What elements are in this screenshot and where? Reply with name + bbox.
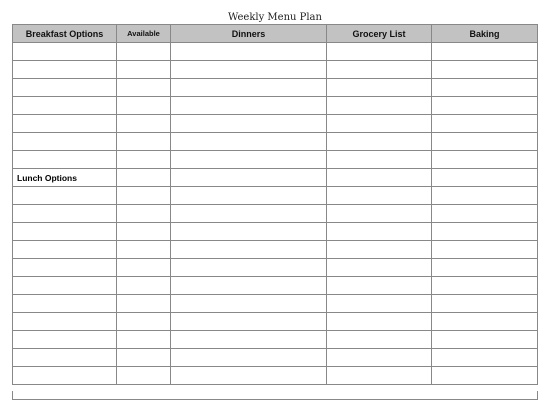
table-cell[interactable] — [171, 277, 327, 295]
table-cell[interactable] — [327, 331, 432, 349]
table-cell[interactable] — [327, 97, 432, 115]
table-cell[interactable] — [432, 331, 538, 349]
table-cell[interactable] — [117, 205, 171, 223]
table-cell[interactable] — [327, 133, 432, 151]
table-cell[interactable] — [13, 43, 117, 61]
table-cell[interactable] — [327, 259, 432, 277]
table-cell[interactable] — [432, 151, 538, 169]
column-header-available: Available — [117, 25, 171, 43]
table-cell[interactable] — [327, 43, 432, 61]
table-cell[interactable] — [327, 151, 432, 169]
table-cell[interactable] — [117, 133, 171, 151]
table-cell[interactable] — [171, 241, 327, 259]
table-cell[interactable] — [327, 313, 432, 331]
table-cell[interactable] — [432, 187, 538, 205]
lunch-row — [13, 349, 538, 367]
table-cell[interactable] — [327, 79, 432, 97]
lunch-row — [13, 367, 538, 385]
breakfast-row — [13, 151, 538, 169]
table-cell[interactable] — [171, 187, 327, 205]
breakfast-row — [13, 115, 538, 133]
table-cell[interactable] — [327, 295, 432, 313]
breakfast-row — [13, 79, 538, 97]
table-cell[interactable] — [432, 43, 538, 61]
table-cell[interactable] — [171, 97, 327, 115]
table-cell[interactable] — [171, 79, 327, 97]
table-cell[interactable] — [432, 97, 538, 115]
table-cell[interactable] — [13, 349, 117, 367]
table-cell[interactable] — [171, 331, 327, 349]
table-cell[interactable] — [171, 205, 327, 223]
table-cell[interactable] — [171, 169, 327, 187]
table-cell[interactable] — [13, 187, 117, 205]
table-cell[interactable] — [327, 187, 432, 205]
column-header-baking: Baking — [432, 25, 538, 43]
table-cell[interactable] — [432, 313, 538, 331]
table-cell[interactable] — [327, 367, 432, 385]
table-cell[interactable] — [117, 97, 171, 115]
page-title: Weekly Menu Plan — [228, 12, 322, 23]
lunch-row — [13, 259, 538, 277]
table-cell[interactable] — [117, 367, 171, 385]
lunch-row — [13, 331, 538, 349]
table-cell[interactable] — [432, 277, 538, 295]
table-cell[interactable] — [13, 313, 117, 331]
table-cell[interactable] — [432, 367, 538, 385]
table-cell[interactable] — [13, 241, 117, 259]
table-cell[interactable] — [432, 205, 538, 223]
lunch-row — [13, 295, 538, 313]
table-cell[interactable] — [432, 133, 538, 151]
table-cell[interactable] — [117, 241, 171, 259]
column-header-grocery-list: Grocery List — [327, 25, 432, 43]
table-cell[interactable] — [13, 223, 117, 241]
table-cell[interactable] — [13, 97, 117, 115]
table-cell[interactable] — [171, 367, 327, 385]
menu-plan-table — [12, 24, 538, 385]
table-cell[interactable] — [117, 43, 171, 61]
table-body — [13, 43, 538, 385]
table-cell[interactable] — [13, 331, 117, 349]
lunch-row — [13, 277, 538, 295]
table-cell[interactable] — [117, 187, 171, 205]
lunch-row — [13, 313, 538, 331]
table-cell[interactable] — [171, 43, 327, 61]
lunch-row — [13, 205, 538, 223]
table-cell[interactable] — [13, 277, 117, 295]
table-cell[interactable] — [327, 241, 432, 259]
table-cell[interactable] — [117, 169, 171, 187]
table-cell[interactable] — [432, 169, 538, 187]
table-cell[interactable] — [117, 331, 171, 349]
table-cell[interactable] — [117, 115, 171, 133]
table-cell[interactable] — [432, 349, 538, 367]
column-header-breakfast-options: Breakfast Options — [13, 25, 117, 43]
table-cell[interactable] — [13, 115, 117, 133]
breakfast-row — [13, 61, 538, 79]
table-cell[interactable] — [13, 259, 117, 277]
table-cell[interactable] — [171, 295, 327, 313]
table-footer-strip — [12, 391, 538, 400]
column-header-dinners: Dinners — [171, 25, 327, 43]
table-cell[interactable] — [432, 241, 538, 259]
table-cell[interactable] — [432, 79, 538, 97]
table-cell[interactable] — [117, 295, 171, 313]
table-cell[interactable] — [432, 295, 538, 313]
table-cell[interactable] — [171, 151, 327, 169]
table-cell[interactable] — [13, 205, 117, 223]
table-cell[interactable] — [13, 79, 117, 97]
table-cell[interactable] — [13, 295, 117, 313]
table-cell[interactable] — [171, 115, 327, 133]
table-cell[interactable] — [171, 133, 327, 151]
table-cell[interactable] — [13, 367, 117, 385]
table-cell[interactable] — [171, 61, 327, 79]
table-cell[interactable] — [432, 115, 538, 133]
section-label-lunch-options: Lunch Options — [13, 169, 117, 187]
table-cell[interactable] — [327, 61, 432, 79]
table-cell[interactable] — [432, 61, 538, 79]
table-cell[interactable] — [117, 223, 171, 241]
table-cell[interactable] — [327, 205, 432, 223]
table-cell[interactable] — [117, 61, 171, 79]
breakfast-row — [13, 133, 538, 151]
table-cell[interactable] — [327, 349, 432, 367]
table-cell[interactable] — [117, 79, 171, 97]
table-cell[interactable] — [327, 115, 432, 133]
table-cell[interactable] — [171, 349, 327, 367]
lunch-options-row — [13, 169, 538, 187]
table-cell[interactable] — [432, 259, 538, 277]
table-cell[interactable] — [117, 151, 171, 169]
table-cell[interactable] — [327, 169, 432, 187]
lunch-row — [13, 241, 538, 259]
table-cell[interactable] — [327, 277, 432, 295]
table-cell[interactable] — [13, 151, 117, 169]
breakfast-row — [13, 43, 538, 61]
table-cell[interactable] — [117, 277, 171, 295]
table-cell[interactable] — [171, 223, 327, 241]
table-cell[interactable] — [117, 349, 171, 367]
table-cell[interactable] — [117, 313, 171, 331]
lunch-row — [13, 223, 538, 241]
table-cell[interactable] — [432, 223, 538, 241]
table-cell[interactable] — [13, 133, 117, 151]
table-cell[interactable] — [117, 259, 171, 277]
table-cell[interactable] — [171, 259, 327, 277]
lunch-row — [13, 187, 538, 205]
table-cell[interactable] — [327, 223, 432, 241]
breakfast-row — [13, 97, 538, 115]
header-row — [13, 25, 538, 43]
table-cell[interactable] — [13, 61, 117, 79]
table-cell[interactable] — [171, 313, 327, 331]
